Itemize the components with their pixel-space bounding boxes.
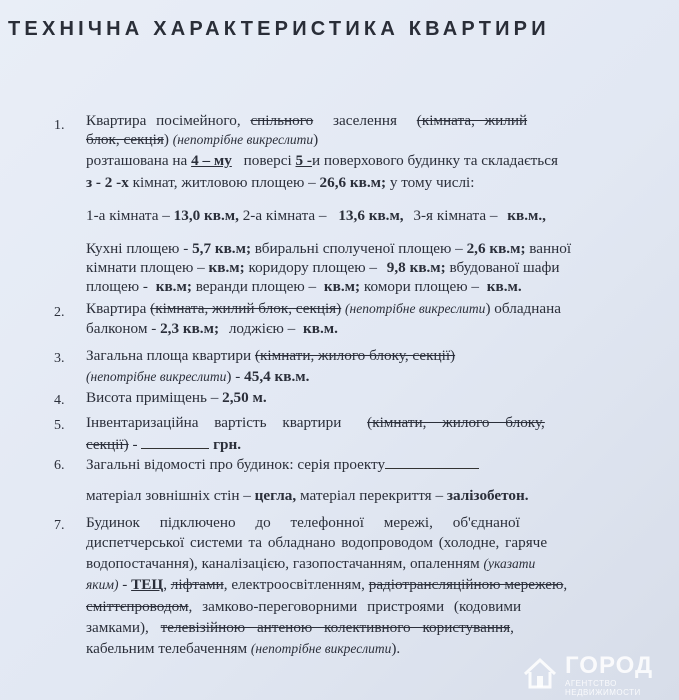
section-1-line-8: площею - кв.м; веранди площею – кв.м; комори площею – кв.м.: [86, 278, 522, 295]
section-7-line-3: водопостачання), каналізацією, газопостачанням, опаленням (указати: [86, 555, 536, 572]
section-number: 2.: [54, 305, 65, 320]
section-7-line-1: Будинок підключено до телефонної мережі, об'єднаної: [86, 514, 520, 531]
house-logo-icon: [521, 654, 559, 692]
section-7-line-6: замками), телевізійною антеною колективного користування,: [86, 619, 514, 636]
watermark-subtext: АГЕНТСТВО НЕДВИЖИМОСТИ: [565, 679, 641, 697]
section-1-line-2: блок, секція) (непотрібне викреслити): [86, 131, 319, 148]
section-2-line-2: балконом - 2,3 кв.м; лоджією – кв.м.: [86, 320, 338, 337]
section-1-line-6: Кухні площею - 5,7 кв.м; вбиральні сполученої площею – 2,6 кв.м; ванної: [86, 240, 572, 257]
section-1-line-7: кімнати площею – кв.м; коридору площею – 9,8 кв.м; вбудованої шафи: [86, 259, 560, 276]
section-4-line: Висота приміщень – 2,50 м.: [86, 389, 267, 406]
section-1-line-5: 1-а кімната – 13,0 кв.м, 2-а кімната – 13,6 кв.м, 3-я кімната – кв.м.,: [86, 207, 546, 224]
section-7-line-2: диспетчерської системи та обладнано водопроводом (холодне, гаряче: [86, 534, 548, 551]
watermark-text: ГОРОД: [565, 652, 654, 679]
section-2-line-1: Квартира (кімната, жилий блок, секція) (непотрібне викреслити) обладнана: [86, 300, 562, 317]
section-1-line-4: з - 2 -х кімнат, житловою площею – 26,6 кв.м; у тому числі:: [86, 174, 475, 191]
section-number: 5.: [54, 418, 65, 433]
section-5-line-1: Інвентаризаційна вартість квартири (кімнати, жилого блоку,: [86, 414, 545, 431]
section-1-line-1: Квартира посімейного, спільного заселення (кімната, жилий: [86, 112, 528, 129]
section-7-line-5: сміттєпроводом, замково-переговорними пристроями (кодовими: [86, 598, 522, 615]
section-number: 7.: [54, 518, 65, 533]
document-title: ТЕХНІЧНА ХАРАКТЕРИСТИКА КВАРТИРИ: [8, 18, 550, 40]
section-5-line-2: секції) - грн.: [86, 436, 242, 453]
section-7-line-4: яким) - ТЕЦ, ліфтами, електроосвітленням, радіотрансляційною мережею,: [86, 576, 568, 593]
section-1-line-3: розташована на 4 – му поверсі 5 -и поверхового будинку та складається: [86, 152, 558, 169]
section-number: 1.: [54, 118, 65, 133]
watermark: [521, 652, 671, 697]
section-number: 3.: [54, 351, 65, 366]
section-number: 4.: [54, 393, 65, 408]
section-6-line-2: матеріал зовнішніх стін – цегла, матеріал перекриття – залізобетон.: [86, 487, 529, 504]
section-7-line-7: кабельним телебаченням (непотрібне викреслити).: [86, 640, 401, 657]
series-blank: [385, 454, 479, 469]
section-6-line-1: Загальні відомості про будинок: серія проекту: [86, 454, 479, 474]
section-3-line-2: (непотрібне викреслити) - 45,4 кв.м.: [86, 368, 310, 385]
value-blank: [141, 434, 209, 449]
section-number: 6.: [54, 458, 65, 473]
section-3-line-1: Загальна площа квартири (кімнати, жилого блоку, секції): [86, 347, 456, 364]
